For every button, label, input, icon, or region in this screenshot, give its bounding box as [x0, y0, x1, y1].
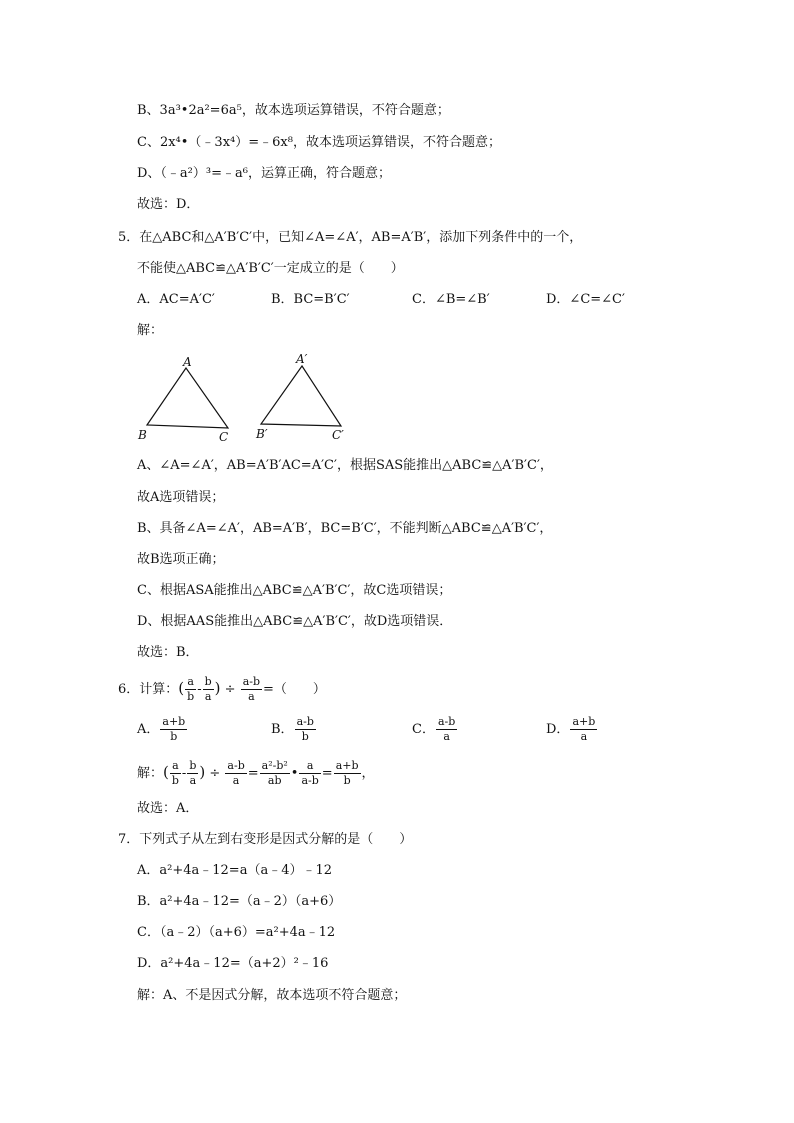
q6-option-c [412, 716, 458, 743]
q7-option-a: A．a²+4a﹣12=a（a﹣4）﹣12 [137, 863, 333, 878]
numerator: a²-b² [261, 759, 288, 772]
fraction [241, 676, 262, 703]
triangle-abc [147, 368, 228, 428]
fraction [170, 760, 181, 787]
denominator: a [580, 730, 588, 743]
q7-option-c: C．（a﹣2）（a+6）=a²+4a﹣12 [137, 925, 336, 940]
numerator: a-b [242, 675, 261, 688]
equals: = [321, 766, 333, 781]
fraction [225, 760, 246, 787]
label-b-prime: B′ [256, 427, 268, 441]
label-a-prime: A′ [296, 352, 308, 366]
solution-5-a: A、∠A=∠A′，AB=A′B′AC=A′C′，根据SAS能推出△ABC≌△A′B′C′， [137, 458, 553, 473]
solution-7: 解：A、不是因式分解，故本选项不符合题意； [137, 988, 407, 1003]
denominator: b [301, 730, 309, 743]
divide: ÷ [209, 766, 221, 781]
numerator: a+b [572, 715, 596, 728]
q6-option-a [137, 716, 188, 743]
numerator: a+b [335, 759, 359, 772]
solution-label-5: 解： [137, 323, 164, 338]
denominator: ab [267, 774, 282, 787]
paren: ( [178, 679, 185, 697]
numerator: a [185, 676, 196, 690]
label-a: A [183, 355, 192, 369]
numerator: a [299, 760, 320, 774]
denominator: b [187, 690, 195, 703]
question-7: 7．下列式子从左到右变形是因式分解的是（ ） [118, 832, 413, 847]
numerator: a-b [437, 715, 456, 728]
q7-option-d: D．a²+4a﹣12=（a+2）²﹣16 [137, 956, 329, 971]
line-c: C、2x⁴•（﹣3x⁴）=﹣6x⁸，故本选项运算错误，不符合题意； [137, 135, 501, 150]
denominator: a [443, 730, 450, 743]
solution-5-d: D、根据AAS能推出△ABC≌△A′B′C′，故D选项错误． [137, 614, 453, 629]
numerator: a-b [227, 759, 245, 772]
solution-5-b-cont: 故B选项正确； [137, 552, 225, 567]
q5-option-a: A．AC=A′C′ [137, 292, 215, 307]
minus: - [197, 682, 202, 697]
solution-5-c: C、根据ASA能推出△ABC≌△A′B′C′，故C选项错误； [137, 583, 452, 598]
denominator: b [343, 774, 351, 787]
q6-option-b [271, 716, 317, 743]
fraction [203, 676, 214, 703]
q6-tail: =（ ） [263, 682, 326, 697]
fraction [299, 760, 320, 787]
q5-option-b: B．BC=B′C′ [271, 292, 350, 307]
denominator: a [232, 774, 240, 787]
option-label: B． [271, 722, 294, 737]
denominator: b [170, 730, 178, 743]
denominator: a [189, 774, 197, 787]
solution-5-b: B、具备∠A=∠A′，AB=A′B′，BC=B′C′，不能判断△ABC≌△A′B′C′， [137, 521, 553, 536]
q6-prefix: 6．计算： [118, 682, 179, 697]
line-d: D、（﹣a²）³=﹣a⁶，运算正确，符合题意； [137, 166, 391, 181]
denominator: a [204, 690, 212, 703]
numerator: a+b [162, 715, 186, 728]
numerator: b [189, 759, 197, 772]
option-label: C． [412, 722, 435, 737]
paren: ) [214, 679, 221, 697]
triangle-a2b2c2 [261, 366, 341, 426]
label-c-prime: C′ [332, 428, 344, 442]
fraction [185, 676, 196, 703]
solution-label-6: 解： [137, 766, 164, 781]
solution-6 [137, 760, 375, 787]
q5-option-c: C．∠B=∠B′ [412, 292, 490, 307]
fraction [334, 760, 361, 787]
question-5: 5．在△ABC和△A′B′C′中，已知∠A=∠A′，AB=A′B′，添加下列条件中的一个， [118, 230, 583, 245]
paren: ) [199, 763, 206, 781]
answer-4: 故选：D． [137, 197, 200, 212]
label-b: B [138, 428, 147, 442]
option-label: D． [546, 722, 570, 737]
divide: ÷ [224, 682, 236, 697]
paren: ( [163, 763, 169, 781]
denominator: a-b [301, 774, 319, 787]
fraction [570, 716, 597, 743]
solution-5-a-cont: 故A选项错误； [137, 490, 225, 505]
fraction [436, 716, 457, 743]
fraction [260, 760, 290, 787]
denominator: b [171, 774, 179, 787]
denominator: a [248, 690, 255, 703]
multiply: • [290, 766, 299, 781]
line-b: B、3a³•2a²=6a⁵，故本选项运算错误，不符合题意； [137, 103, 450, 118]
numerator: b [204, 675, 212, 688]
equals: = [247, 766, 259, 781]
question-6 [118, 676, 326, 703]
question-5-cont: 不能使△ABC≌△A′B′C′一定成立的是（ ） [137, 261, 404, 276]
numerator: a [170, 760, 181, 774]
comma: ， [361, 766, 375, 781]
q6-option-d [546, 716, 598, 743]
q5-option-d: D．∠C=∠C′ [546, 292, 625, 307]
option-label: A． [137, 722, 160, 737]
fraction [295, 716, 316, 743]
label-c: C [219, 430, 229, 444]
q7-option-b: B．a²+4a﹣12=（a﹣2）（a+6） [137, 894, 342, 909]
answer-6: 故选：A． [137, 801, 199, 816]
fraction [160, 716, 187, 743]
minus: - [181, 766, 187, 781]
answer-5: 故选：B． [137, 645, 199, 660]
numerator: a-b [296, 715, 314, 728]
fraction [187, 760, 198, 787]
